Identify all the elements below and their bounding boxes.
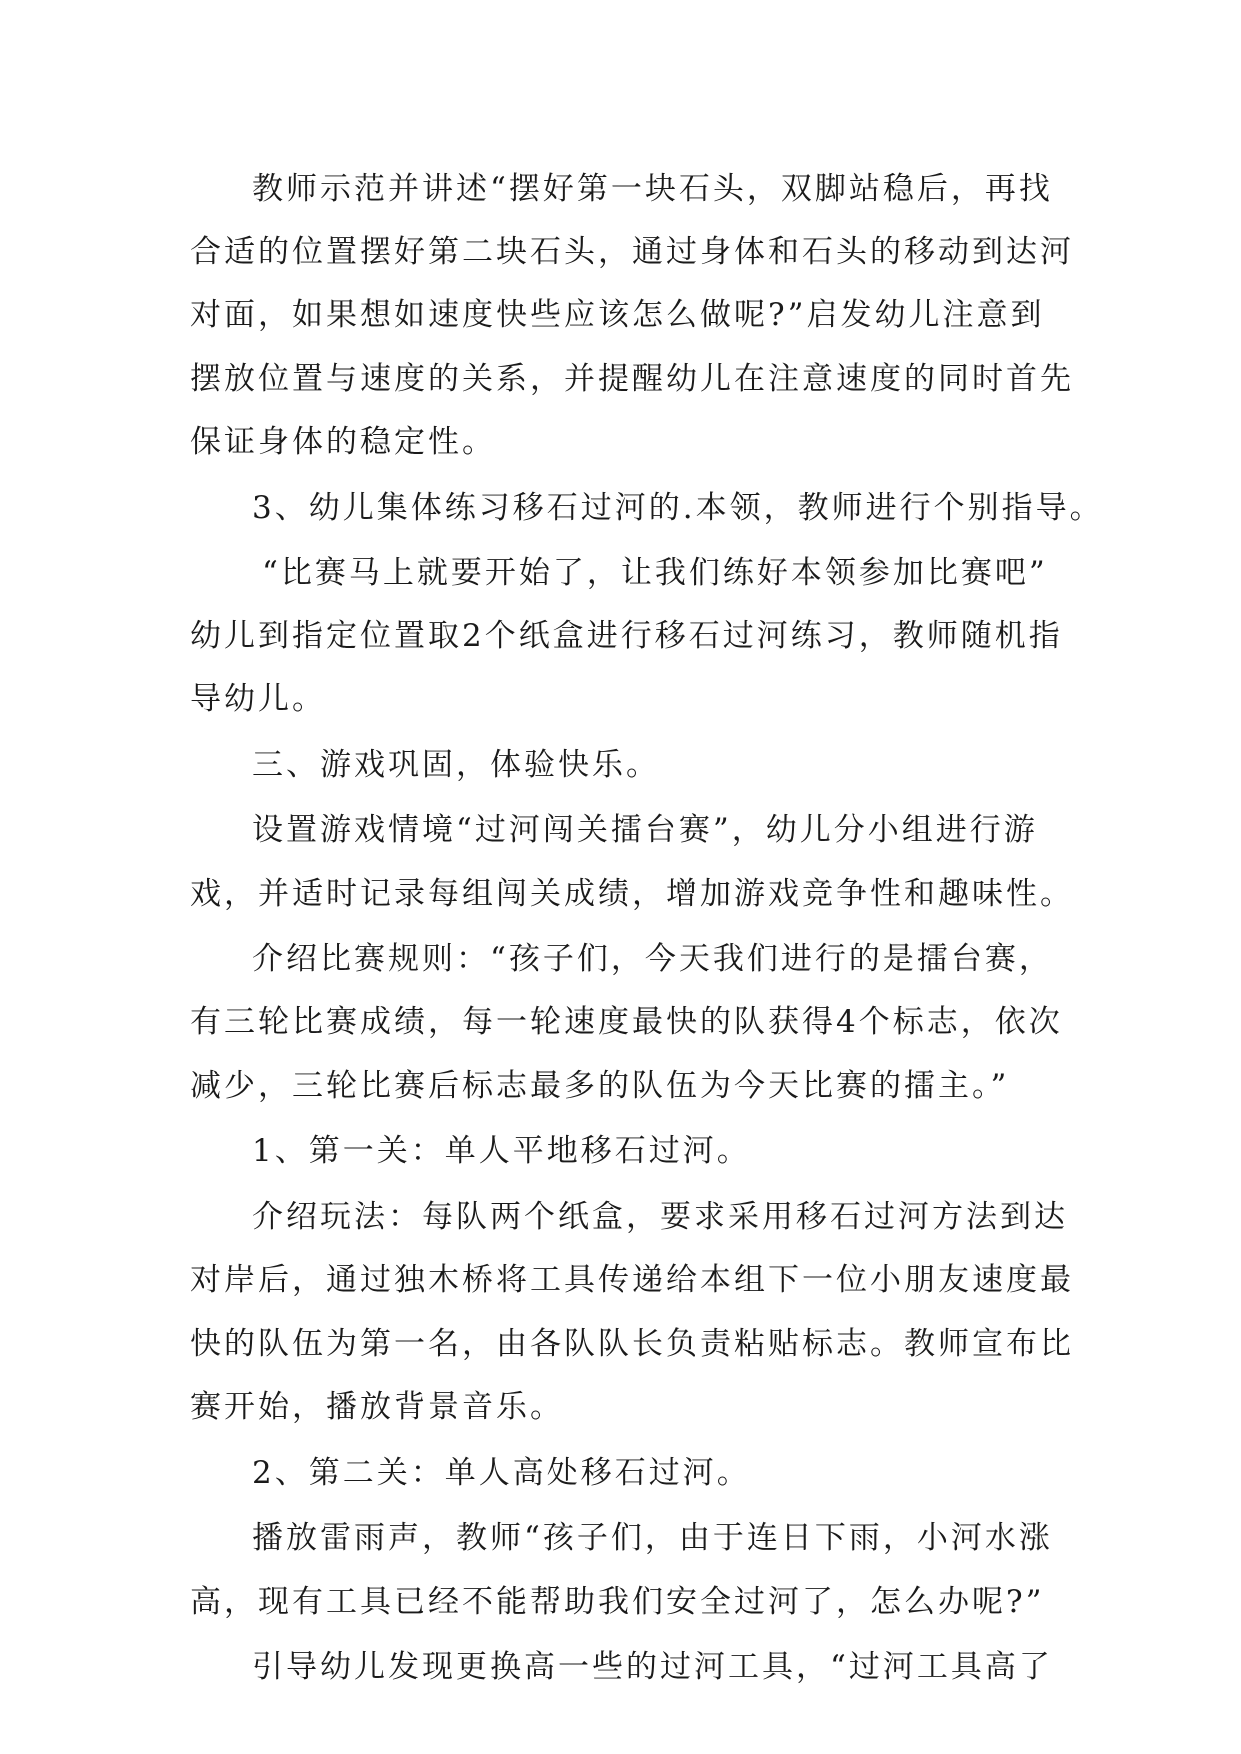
paragraph-line: 有三轮比赛成绩，每一轮速度最快的队获得4个标志，依次 (190, 1004, 1063, 1040)
paragraph-line: 合适的位置摆好第二块石头，通过身体和石头的移动到达河 (190, 234, 1074, 270)
paragraph-line: 1、第一关：单人平地移石过河。 (252, 1133, 751, 1169)
paragraph-line: 教师示范并讲述“摆好第一块石头，双脚站稳后，再找 (252, 171, 1053, 207)
paragraph-line: 快的队伍为第一名，由各队队长负责粘贴标志。教师宣布比 (190, 1326, 1074, 1362)
paragraph-line: “比赛马上就要开始了，让我们练好本领参加比赛吧” (262, 555, 1048, 591)
paragraph-line: 3、幼儿集体练习移石过河的.本领，教师进行个别指导。 (252, 490, 1104, 526)
paragraph-line: 赛开始，播放背景音乐。 (190, 1389, 564, 1425)
paragraph-line: 导幼儿。 (190, 681, 326, 717)
paragraph-line: 摆放位置与速度的关系，并提醒幼儿在注意速度的同时首先 (190, 361, 1074, 397)
paragraph-line: 播放雷雨声，教师“孩子们，由于连日下雨，小河水涨 (252, 1520, 1053, 1556)
paragraph-line: 减少，三轮比赛后标志最多的队伍为今天比赛的擂主。” (190, 1068, 1010, 1104)
paragraph-line: 三、游戏巩固，体验快乐。 (252, 747, 660, 783)
paragraph-line: 引导幼儿发现更换高一些的过河工具，“过河工具高了 (252, 1649, 1053, 1685)
paragraph-line: 介绍比赛规则：“孩子们，今天我们进行的是擂台赛， (252, 941, 1053, 977)
paragraph-line: 2、第二关：单人高处移石过河。 (252, 1455, 751, 1491)
paragraph-line: 设置游戏情境“过河闯关擂台赛”，幼儿分小组进行游 (252, 812, 1038, 848)
paragraph-line: 幼儿到指定位置取2个纸盒进行移石过河练习，教师随机指 (190, 618, 1063, 654)
paragraph-line: 介绍玩法：每队两个纸盒，要求采用移石过河方法到达 (252, 1199, 1068, 1235)
paragraph-line: 戏，并适时记录每组闯关成绩，增加游戏竞争性和趣味性。 (190, 876, 1074, 912)
paragraph-line: 保证身体的稳定性。 (190, 424, 496, 460)
paragraph-line: 高，现有工具已经不能帮助我们安全过河了，怎么办呢?” (190, 1584, 1045, 1620)
paragraph-line: 对岸后，通过独木桥将工具传递给本组下一位小朋友速度最 (190, 1262, 1074, 1298)
paragraph-line: 对面，如果想如速度快些应该怎么做呢?”启发幼儿注意到 (190, 297, 1045, 333)
